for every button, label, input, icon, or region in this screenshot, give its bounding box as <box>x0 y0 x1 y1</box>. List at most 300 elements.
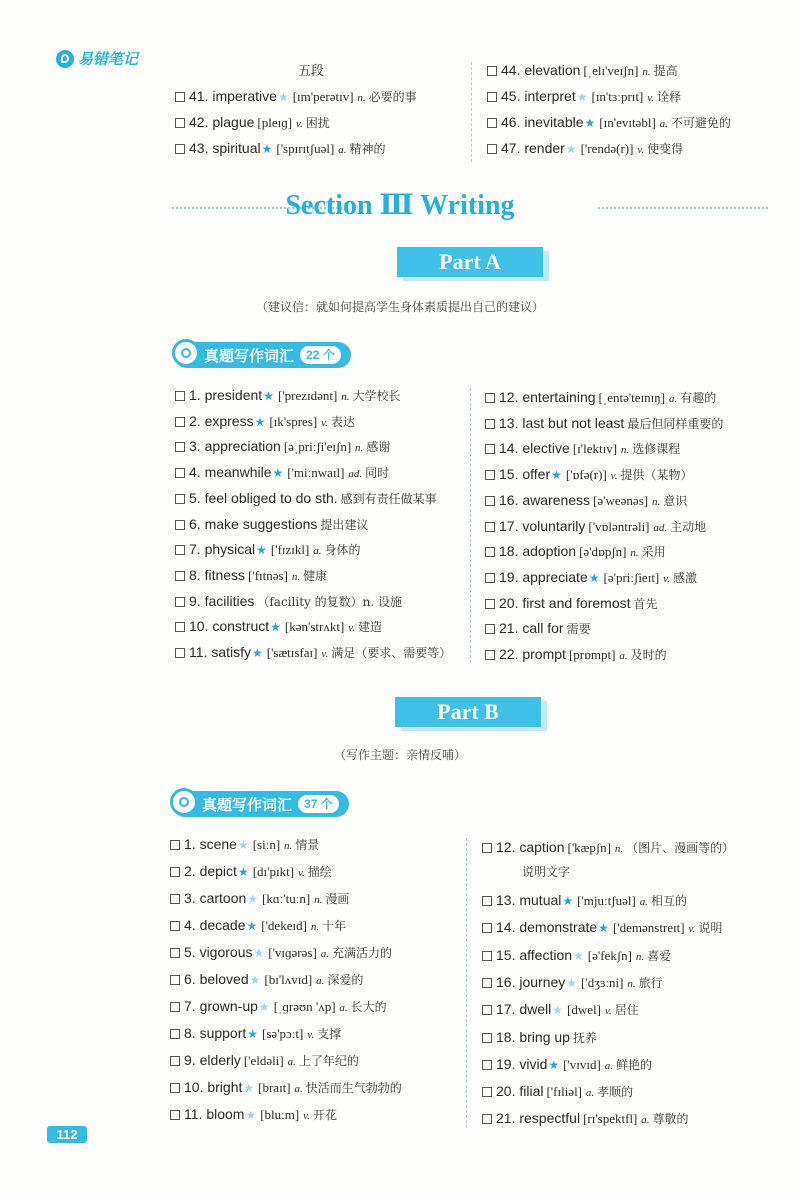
star-icon: ★ <box>253 946 265 960</box>
vocab-entry <box>175 139 385 159</box>
star-icon: ★ <box>254 414 266 429</box>
entry-phonetic: [sə'pɔːt] <box>262 1026 304 1041</box>
entry-phonetic: [ˌɡrəʊn 'ʌp] <box>273 999 336 1014</box>
checkbox-icon <box>487 66 497 76</box>
entry-word: 21. call for <box>499 620 564 637</box>
entry-phonetic: [pleɪɡ] <box>257 115 293 130</box>
checkbox-icon <box>482 978 492 988</box>
vocab-entry <box>482 1109 689 1129</box>
entry-word: 5. vigorous <box>184 944 253 960</box>
entry-word: 8. support <box>184 1025 247 1041</box>
entry-definition: 不可避免的 <box>670 116 731 130</box>
checkbox-icon <box>175 648 185 658</box>
vocab-entry <box>485 542 666 562</box>
vocab-entry <box>482 918 722 938</box>
part-b-right-list <box>482 891 782 1131</box>
entry-definition: 健康 <box>303 568 328 583</box>
vocab-entry <box>485 439 680 459</box>
brand-header <box>56 48 138 69</box>
checkbox-icon <box>170 1002 180 1012</box>
entry-word: 9. elderly <box>184 1052 241 1068</box>
vocab-label: 真题写作词汇 <box>202 796 293 814</box>
vocab-entry <box>485 388 716 408</box>
entry-phonetic: [əˌpriːʃi'eɪʃn] <box>283 439 352 455</box>
entry-definition: 需要 <box>566 622 591 637</box>
checkbox-icon <box>170 1110 180 1120</box>
entry-word: 13. last but not least <box>499 414 625 431</box>
entry-pos: n. <box>642 66 651 78</box>
entry-definition: 诠释 <box>657 90 682 104</box>
entry-pos: a. <box>639 896 648 908</box>
entry-pos: ad. <box>653 521 668 534</box>
entry-definition: 开花 <box>312 1108 337 1122</box>
entry-definition: 提供（某物） <box>620 468 693 483</box>
vocab-entry <box>175 566 327 586</box>
entry-definition: 相互的 <box>650 894 687 908</box>
entry-phonetic: [dɪ'pɪkt] <box>252 864 295 879</box>
star-icon: ★ <box>277 90 289 104</box>
vocab-entry <box>485 465 693 485</box>
entry-definition: 必要的事 <box>368 90 417 104</box>
star-icon: ★ <box>237 865 249 879</box>
entry-pos: a. <box>339 1002 348 1014</box>
part-a-left-list <box>175 386 470 666</box>
checkbox-icon <box>170 1083 180 1093</box>
vocab-entry <box>170 1051 359 1071</box>
checkbox-icon <box>175 545 185 555</box>
entry-phonetic: ['vɪɡərəs] <box>268 945 317 960</box>
checkbox-icon <box>482 1060 492 1070</box>
entry-pos: a. <box>316 975 325 987</box>
star-icon: ★ <box>252 646 263 660</box>
vocab-entry <box>175 463 389 483</box>
star-icon: ★ <box>261 142 273 156</box>
entry-phonetic: [kɑː'tuːn] <box>262 891 311 906</box>
entry-pos: n. <box>357 92 366 104</box>
checkbox-icon <box>485 496 495 506</box>
entry-word: 46. inevitable <box>501 114 584 130</box>
checkbox-icon <box>175 417 185 427</box>
page-number: 112 <box>47 1126 87 1143</box>
entry-word: 2. depict <box>184 863 237 879</box>
entry-definition: 居住 <box>614 1003 639 1018</box>
entry-definition: 主动地 <box>670 519 707 534</box>
checkbox-icon <box>487 92 497 102</box>
star-icon: ★ <box>588 570 600 585</box>
entry-pos: a. <box>668 393 678 405</box>
entry-word: 7. physical <box>189 541 256 558</box>
checkbox-icon <box>485 522 495 532</box>
checkbox-icon <box>170 948 180 958</box>
checkbox-icon <box>487 118 497 128</box>
entry-word: 11. bloom <box>184 1106 245 1122</box>
entry-definition: 意识 <box>663 493 688 508</box>
top-column-divider <box>471 62 472 162</box>
entry-word: 41. imperative <box>189 88 277 104</box>
entry-word: 21. respectful <box>496 1110 581 1127</box>
part-a-right-list <box>485 388 785 668</box>
entry-phonetic: [ɪn'tɜːprɪt] <box>591 89 644 104</box>
entry-word: 42. plague <box>189 114 255 130</box>
vocab-entry <box>170 997 387 1017</box>
star-icon: ★ <box>548 1057 560 1072</box>
entry-phonetic: ['fɪtnəs] <box>248 567 288 583</box>
entry-definition: 首先 <box>633 596 658 611</box>
entry-pos: n. <box>341 391 350 403</box>
entry-definition: 表达 <box>330 414 355 429</box>
star-icon: ★ <box>576 90 588 104</box>
entry-pos: v. <box>610 470 618 483</box>
entry-phonetic: [ˌentə'teɪnɪŋ] <box>598 390 666 405</box>
vocab-count-badge: 22 个 <box>300 346 341 364</box>
entry-phonetic: ['vɪvɪd] <box>563 1056 601 1072</box>
entry-phonetic: [bluːm] <box>260 1107 300 1122</box>
entry-phonetic: ['rendə(r)] <box>580 141 634 156</box>
entry-pos: a. <box>604 1059 613 1072</box>
entry-definition: 选修课程 <box>632 442 681 457</box>
checkbox-icon <box>175 468 185 478</box>
vocab-entry <box>487 139 683 159</box>
checkbox-icon <box>170 1029 180 1039</box>
entry-word: 8. fitness <box>189 566 246 583</box>
entry-pos: v. <box>647 92 655 104</box>
checkbox-icon <box>482 896 492 906</box>
entry-pos: v. <box>321 416 328 429</box>
checkbox-icon <box>175 597 185 607</box>
vocab-entry <box>175 386 400 406</box>
checkbox-icon <box>482 1087 492 1097</box>
vocab-entry <box>485 594 658 613</box>
entry-phonetic: [bɪ'lʌvɪd] <box>264 972 313 987</box>
star-icon: ★ <box>598 921 609 936</box>
entry-pos: a. <box>287 1056 296 1068</box>
entry-word: 6. beloved <box>184 971 249 987</box>
entry-definition: 旅行 <box>638 975 663 990</box>
entry-word: 44. elevation <box>501 62 581 78</box>
entry-word: 19. vivid <box>496 1055 548 1072</box>
entry-word: 20. first and foremost <box>499 594 631 611</box>
entry-definition: 最后但同样重要的 <box>627 416 724 431</box>
entry-phonetic: [kən'strʌkt] <box>284 619 345 635</box>
entry-definition: 长大的 <box>350 1000 387 1014</box>
entry-definition: 鲜艳的 <box>616 1057 653 1072</box>
entry-word: 18. bring up <box>496 1028 570 1045</box>
part-b-subtitle: （写作主题：亲情反哺） <box>333 748 466 762</box>
entry-word: 7. grown-up <box>184 998 258 1014</box>
entry-pos: n. <box>284 840 293 852</box>
entry-pos: a. <box>641 1114 650 1127</box>
entry-definition: 喜爱 <box>647 948 672 963</box>
vocab-entry <box>485 645 667 665</box>
vocab-entry <box>485 414 723 433</box>
vocab-entry <box>487 87 681 107</box>
vocab-entry <box>170 943 392 963</box>
star-icon: ★ <box>249 973 261 987</box>
entry-word: 15. offer <box>499 466 551 483</box>
checkbox-icon <box>175 622 185 632</box>
entry-phonetic: ['mjuːtʃuəl] <box>577 893 636 908</box>
vocab-entry <box>175 113 330 133</box>
entry-definition: 采用 <box>641 545 666 560</box>
entry-pos: a. <box>294 1083 303 1095</box>
entry-word: 1. president <box>189 387 263 403</box>
checkbox-icon <box>482 843 492 853</box>
vocab-entry <box>482 1028 597 1047</box>
entry-definition: 困扰 <box>305 116 330 130</box>
entry-pos: n. <box>630 547 639 560</box>
entry-pos: n. <box>635 950 645 963</box>
checkbox-icon <box>485 650 495 660</box>
entry-word: 16. journey <box>496 973 566 990</box>
entry-word: 13. mutual <box>496 892 562 908</box>
entry-word: 3. cartoon <box>184 890 247 906</box>
entry-pos: n. <box>620 444 630 457</box>
entry-definition: 支撑 <box>317 1027 342 1041</box>
entry-pos: v. <box>348 622 356 635</box>
checkbox-icon <box>485 393 495 403</box>
entry-word: 14. elective <box>499 440 570 457</box>
vocab-entry <box>482 1082 633 1102</box>
entry-pos: v. <box>307 1029 315 1041</box>
entry-word: 10. bright <box>184 1079 243 1095</box>
checkbox-icon <box>170 921 180 931</box>
entry-phonetic: [braɪt] <box>258 1080 291 1095</box>
star-icon: ★ <box>246 919 258 933</box>
vocab-entry <box>482 1000 639 1020</box>
entry-phonetic: [dwel] <box>567 1002 601 1018</box>
vocab-entry <box>482 1055 652 1075</box>
vocab-entry <box>485 619 591 638</box>
magnifier-icon <box>170 788 198 816</box>
entry-phonetic: ['vɒləntrəli] <box>588 518 650 534</box>
checkbox-icon <box>482 951 492 961</box>
vocab-entry <box>170 862 332 882</box>
entry-phonetic: ['fɪzɪkl] <box>270 542 310 558</box>
entry-definition: 提高 <box>653 64 678 78</box>
checkbox-icon <box>485 419 495 429</box>
star-icon: ★ <box>270 620 281 635</box>
entry-pos: v. <box>688 923 696 936</box>
entry-phonetic: [ɪn'evɪtəbl] <box>599 115 656 130</box>
vocab-entry <box>170 1024 341 1044</box>
vocab-entry <box>170 1105 337 1125</box>
star-icon: ★ <box>245 1108 257 1122</box>
entry-definition: （facility 的复数）n. 设施 <box>257 594 402 609</box>
entry-phonetic: [ə'priːʃieɪt] <box>603 569 660 585</box>
entry-definition: 及时的 <box>630 648 667 662</box>
entry-word: 17. voluntarily <box>499 517 586 534</box>
checkbox-icon <box>175 442 185 452</box>
part-b-caption-entry <box>482 838 782 880</box>
entry-phonetic: [ɪk'spres] <box>269 413 318 429</box>
entry-word: 22. prompt <box>499 646 566 662</box>
entry-word: 45. interpret <box>501 88 576 104</box>
entry-definition: 说明 <box>698 921 723 936</box>
entry-word: 15. affection <box>496 946 573 963</box>
vocab-entry <box>482 891 687 911</box>
entry-definition: （图片、漫画等的） <box>626 841 735 855</box>
top-right-list <box>487 61 787 166</box>
brand-title: 易错笔记 <box>78 51 139 68</box>
entry-definition: 身体的 <box>324 543 361 558</box>
checkbox-icon <box>175 144 185 154</box>
entry-pos: v. <box>637 144 645 156</box>
vocab-count-badge: 37 个 <box>298 795 339 813</box>
star-icon: ★ <box>552 1003 564 1018</box>
entry-word: 1. scene <box>184 836 237 852</box>
checkbox-icon <box>485 470 495 480</box>
entry-pos: n. <box>310 921 320 933</box>
checkbox-icon <box>175 391 185 401</box>
vocab-label: 真题写作词汇 <box>204 347 295 365</box>
entry-pos: n. <box>651 495 661 508</box>
entry-definition: 漫画 <box>325 892 350 906</box>
entry-pos: n. <box>291 570 301 583</box>
entry-phonetic: ['sætɪsfaɪ] <box>266 645 318 660</box>
entry-pos: n. <box>627 977 636 990</box>
part-b-vocab-header <box>172 791 349 817</box>
checkbox-icon <box>482 923 492 933</box>
brand-logo-icon <box>56 50 74 68</box>
vocab-entry <box>170 916 346 936</box>
entry-word: 9. facilities <box>189 592 255 609</box>
entry-phonetic: [rɪ'spektfl] <box>583 1111 638 1127</box>
entry-pos: a. <box>659 118 668 130</box>
top-left-list <box>175 87 465 167</box>
entry-phonetic: ['dekeɪd] <box>261 918 307 933</box>
checkbox-icon <box>482 1005 492 1015</box>
entry-word: 17. dwell <box>496 1001 552 1018</box>
entry-definition: 抚养 <box>572 1030 597 1045</box>
star-icon: ★ <box>247 1027 259 1041</box>
part-a-vocab-header <box>174 342 351 368</box>
entry-word: 18. adoption <box>499 543 577 560</box>
entry-definition: 感谢 <box>366 440 391 455</box>
entry-word: 43. spiritual <box>189 140 261 156</box>
entry-pos: v. <box>297 867 305 879</box>
checkbox-icon <box>170 867 180 877</box>
entry-pos: v. <box>303 1110 310 1122</box>
part-b-column-divider <box>466 838 467 1128</box>
entry-phonetic: ['kæpʃn] <box>567 840 612 855</box>
star-icon: ★ <box>573 948 584 963</box>
checkbox-icon <box>485 547 495 557</box>
entry-phonetic: [prɒmpt] <box>568 647 616 662</box>
entry-definition: 情景 <box>295 838 320 852</box>
entry-definition: 精神的 <box>349 142 386 156</box>
checkbox-icon <box>482 1033 492 1043</box>
vocab-entry <box>175 437 390 457</box>
vocab-entry <box>175 489 437 508</box>
entry-pos: a. <box>338 144 347 156</box>
star-icon: ★ <box>256 543 267 558</box>
checkbox-icon <box>485 624 495 634</box>
checkbox-icon <box>175 494 185 504</box>
star-icon: ★ <box>562 894 574 908</box>
entry-pos: v. <box>663 572 670 585</box>
section-title: Section Ⅲ Writing <box>285 190 515 221</box>
checkbox-icon <box>485 599 495 609</box>
entry-definition: 满足（要求、需要等） <box>331 646 452 660</box>
entry-definition: 尊敬的 <box>652 1112 689 1127</box>
entry-definition: 快活而生气勃勃的 <box>305 1081 402 1095</box>
vocab-entry <box>175 515 368 534</box>
checkbox-icon <box>170 894 180 904</box>
entry-word: 20. filial <box>496 1083 544 1100</box>
star-icon: ★ <box>584 116 596 130</box>
part-a-banner: Part A <box>397 247 543 277</box>
entry-word: 10. construct <box>189 618 270 635</box>
entry-pos: n. <box>314 894 323 906</box>
entry-phonetic: [ˌelɪ'veɪʃn] <box>583 63 639 78</box>
star-icon: ★ <box>243 1081 255 1095</box>
entry-pos: a. <box>619 650 628 662</box>
checkbox-icon <box>170 840 180 850</box>
star-icon: ★ <box>565 142 577 156</box>
checkbox-icon <box>175 92 185 102</box>
entry-definition: 同时 <box>365 466 390 481</box>
checkbox-icon <box>487 144 497 154</box>
entry-phonetic: [ɪ'lektɪv] <box>572 441 618 457</box>
checkbox-icon <box>175 118 185 128</box>
entry-pos: v. <box>604 1005 612 1018</box>
entry-phonetic: ['prezɪdənt] <box>277 388 338 403</box>
entry-definition: 深爱的 <box>327 973 364 987</box>
star-icon: ★ <box>237 838 249 852</box>
part-a-subtitle: （建议信：就如何提高学生身体素质提出自己的建议） <box>255 300 544 314</box>
checkbox-icon <box>485 444 495 454</box>
vocab-entry <box>482 973 663 993</box>
part-a-column-divider <box>470 388 471 663</box>
entry-definition: 使变得 <box>647 142 684 156</box>
entry-pos: n. <box>355 442 364 455</box>
entry-pos: n. <box>614 843 624 855</box>
entry-phonetic: ['demənstreɪt] <box>612 920 685 936</box>
vocab-entry <box>482 838 734 858</box>
checkbox-icon <box>482 1114 492 1124</box>
checkbox-icon <box>485 573 495 583</box>
entry-definition: 有趣的 <box>680 391 717 405</box>
entry-phonetic: ['eldəli] <box>243 1053 284 1068</box>
entry-word: 5. feel obliged to do sth. <box>189 489 338 506</box>
vocab-entry <box>485 568 697 588</box>
star-icon: ★ <box>272 466 284 481</box>
entry-phonetic: ['spɪrɪtʃuəl] <box>276 141 335 156</box>
entry-word: 4. meanwhile <box>189 464 272 481</box>
vocab-entry <box>485 491 687 511</box>
entry-word: 19. appreciate <box>499 568 588 585</box>
checkbox-icon <box>170 1056 180 1066</box>
entry-definition-continued: 说明文字 <box>522 865 571 879</box>
part-b-left-list <box>170 835 470 1125</box>
star-icon: ★ <box>551 468 562 483</box>
entry-phonetic: [ə'dɒpʃn] <box>579 544 627 560</box>
vocab-entry <box>175 540 361 560</box>
entry-definition: 十年 <box>322 919 347 933</box>
entry-pos: ad. <box>348 468 363 481</box>
vocab-entry <box>170 889 349 909</box>
star-icon: ★ <box>263 389 274 403</box>
entry-phonetic: ['miːnwaɪl] <box>287 465 345 481</box>
entry-definition: 感激 <box>672 570 697 585</box>
entry-pos: v. <box>295 118 303 130</box>
entry-word: 47. render <box>501 140 565 156</box>
entry-definition: 提出建议 <box>320 517 369 532</box>
vocab-entry <box>487 61 678 81</box>
vocab-entry <box>175 412 355 432</box>
entry-word: 11. satisfy <box>189 644 251 660</box>
part-b-banner: Part B <box>395 697 541 727</box>
